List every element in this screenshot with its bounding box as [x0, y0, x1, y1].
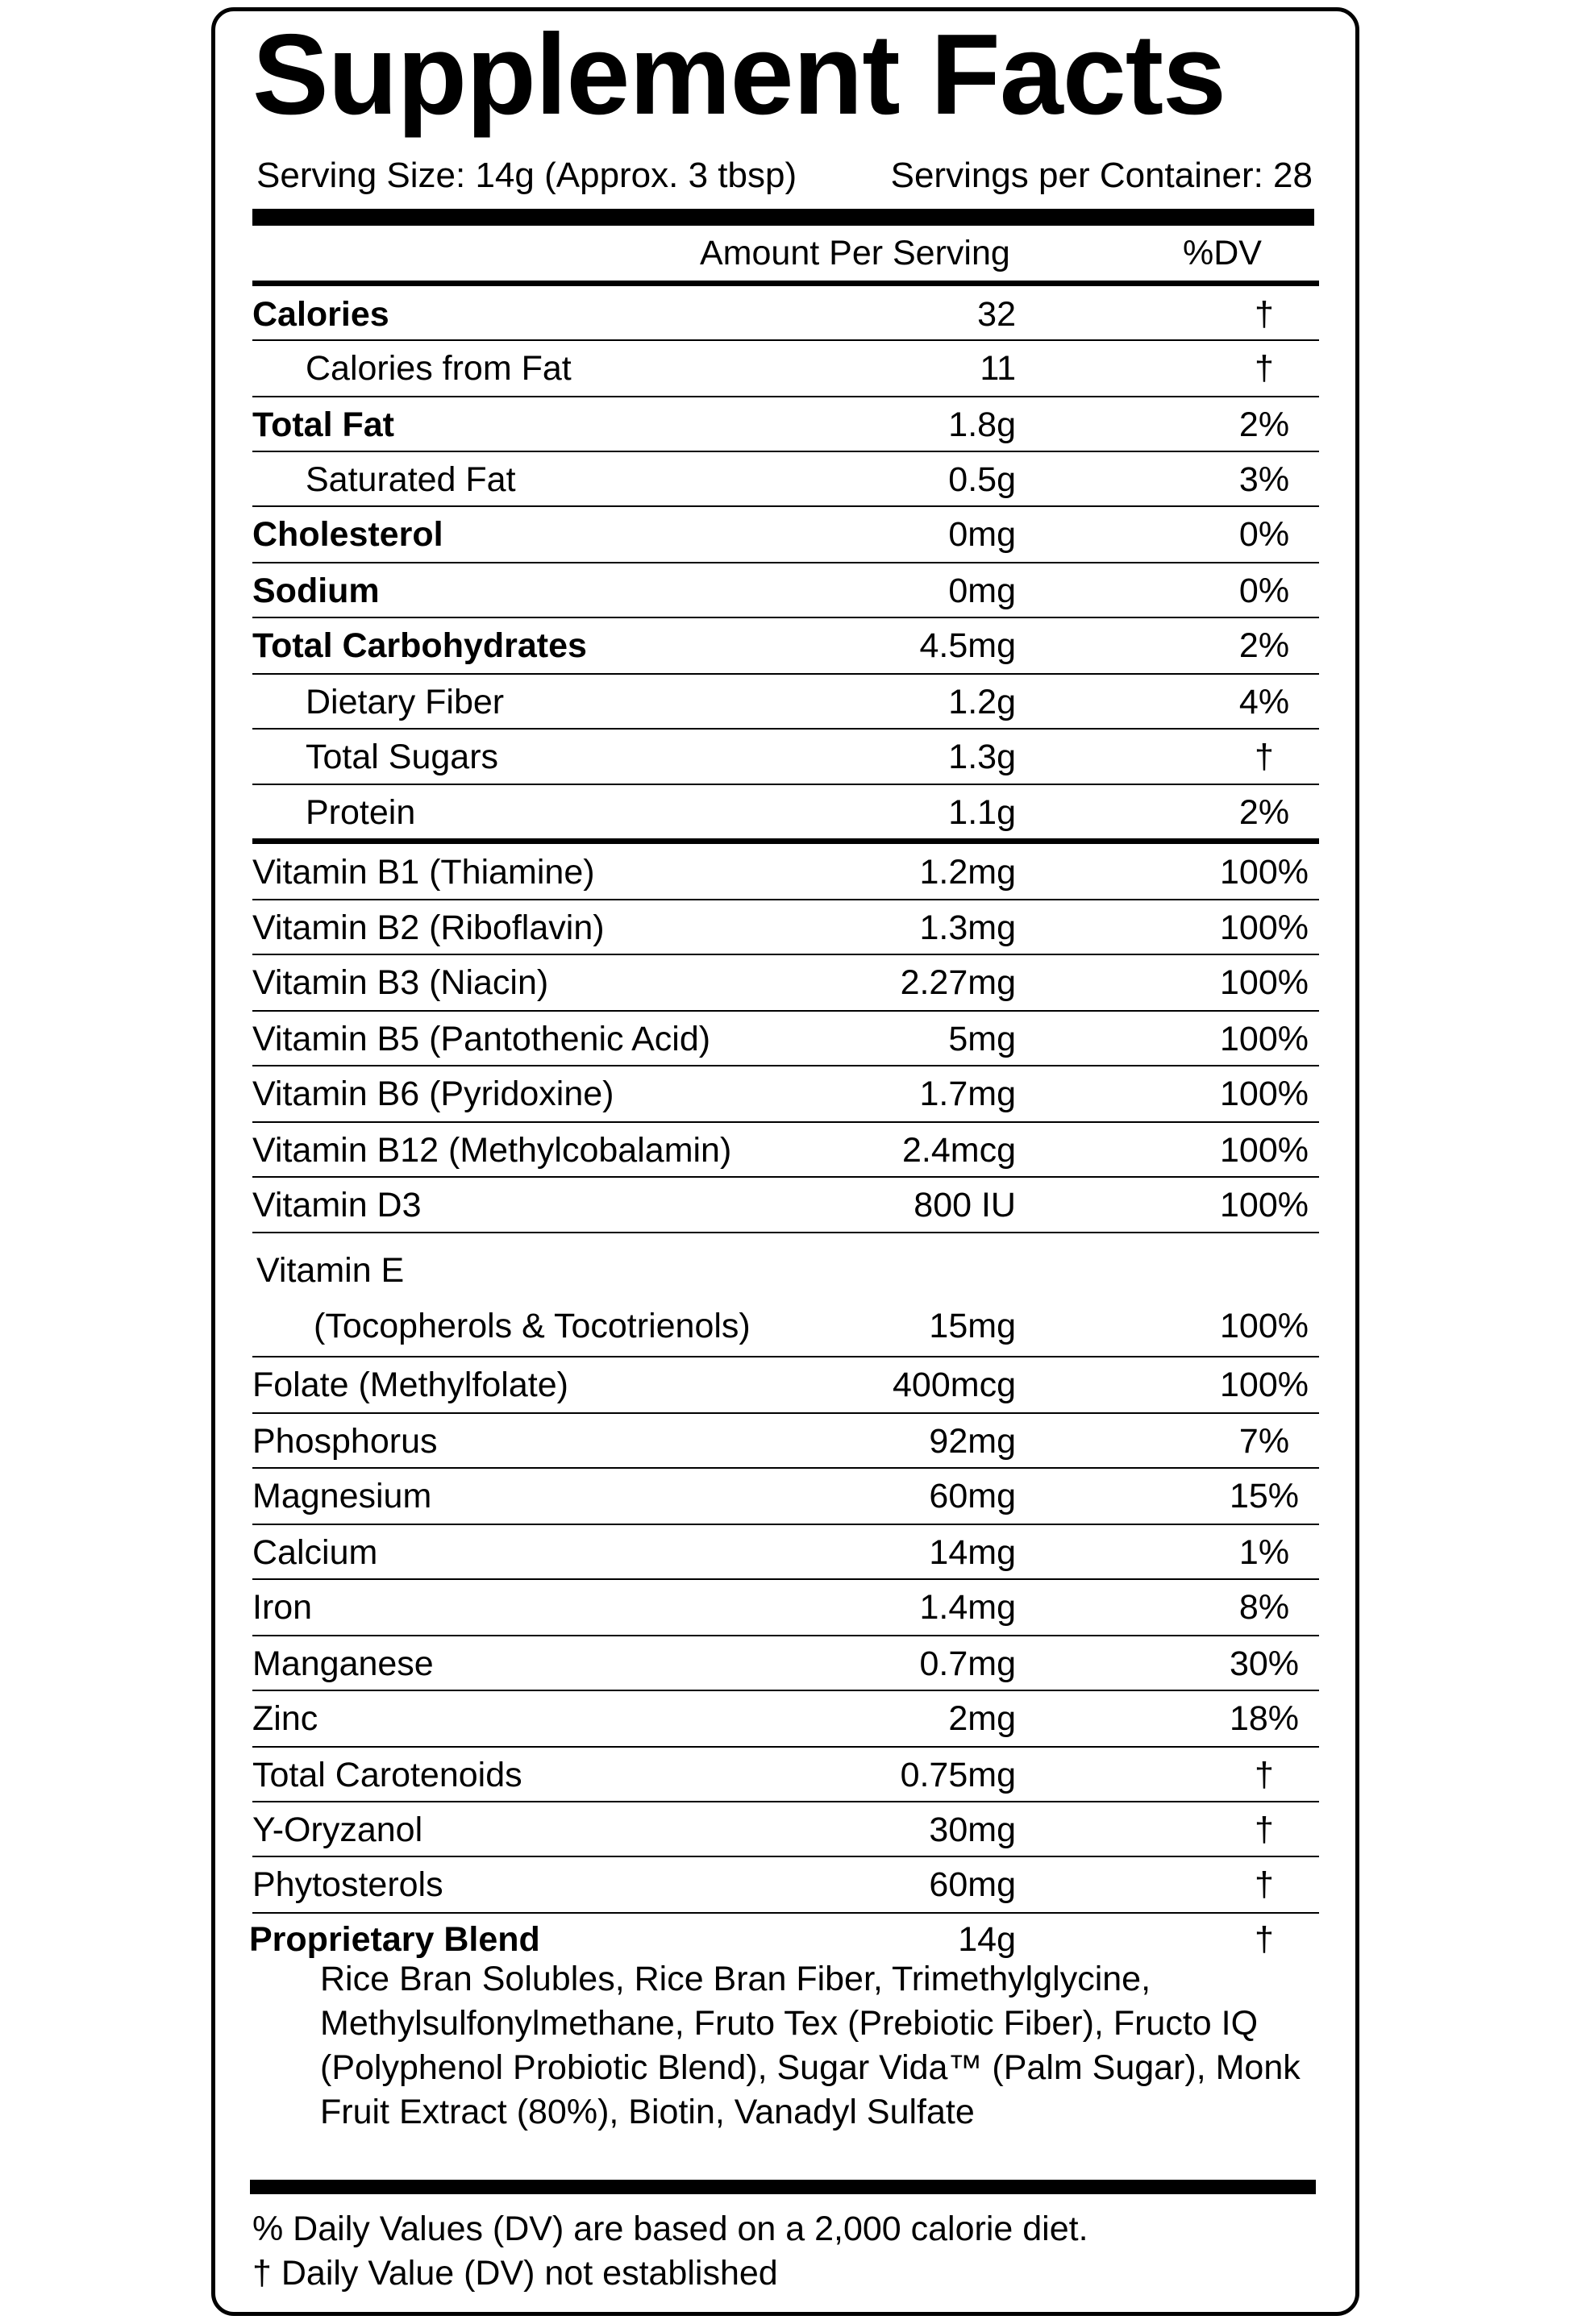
nutrient-row — [252, 1636, 1319, 1691]
nutrient-name: Magnesium — [252, 1477, 432, 1515]
nutrient-row — [252, 730, 1319, 784]
blend-ingredients: Rice Bran Solubles, Rice Bran Fiber, Trimethylglycine, Methylsulfonylmethane, Fruto Tex (Prebiotic Fiber), Fructo IQ (Polyphenol Probiotic Blend), Sugar Vida™ (Palm Sugar), Monk Fruit Extract (80%), Biotin, Vanadyl Sulfate — [320, 1960, 1301, 2131]
header-dv: %DV — [1183, 234, 1262, 272]
nutrient-amount: 14g — [958, 1920, 1016, 1959]
nutrient-name: Iron — [252, 1588, 313, 1627]
nutrient-row — [252, 397, 1319, 452]
serving-info — [256, 153, 1313, 198]
nutrient-amount: 0mg — [948, 572, 1016, 610]
nutrient-dv: 30% — [1229, 1644, 1300, 1683]
nutrient-name: Saturated Fat — [306, 460, 516, 499]
nutrient-dv: 100% — [1220, 1020, 1309, 1058]
nutrient-row — [252, 1178, 1319, 1233]
nutrient-dv: 100% — [1220, 853, 1309, 892]
nutrient-dv: 4% — [1238, 683, 1290, 721]
nutrient-row — [252, 900, 1319, 955]
servings-per-container: Servings per Container: 28 — [890, 156, 1313, 195]
nutrient-row — [252, 955, 1319, 1010]
nutrient-name: Vitamin B12 (Methylcobalamin) — [252, 1131, 732, 1170]
nutrient-dv: 100% — [1220, 1307, 1309, 1345]
nutrient-name: Vitamin B1 (Thiamine) — [252, 853, 595, 892]
nutrient-name: Cholesterol — [252, 515, 443, 554]
nutrient-amount: 30mg — [929, 1811, 1016, 1849]
serving-size: Serving Size: 14g (Approx. 3 tbsp) — [256, 156, 797, 195]
nutrient-name: Dietary Fiber — [306, 683, 505, 721]
nutrient-dv: 18% — [1229, 1699, 1300, 1738]
nutrient-name: (Tocopherols & Tocotrienols) — [314, 1307, 751, 1345]
nutrient-amount: 60mg — [929, 1865, 1016, 1904]
nutrient-row — [252, 618, 1319, 673]
nutrient-name: Calories — [252, 295, 389, 334]
nutrient-name: Sodium — [252, 572, 380, 610]
nutrient-amount: 0.5g — [948, 460, 1016, 499]
nutrient-name: Vitamin D3 — [252, 1186, 422, 1224]
nutrient-dv: † — [1255, 738, 1274, 776]
nutrient-dv: † — [1255, 1811, 1274, 1849]
nutrient-name: Total Sugars — [306, 738, 499, 776]
nutrient-name: Vitamin B3 (Niacin) — [252, 963, 549, 1002]
nutrient-dv: 0% — [1238, 572, 1290, 610]
header-amount: Amount Per Serving — [700, 234, 1010, 272]
nutrient-row — [252, 1691, 1319, 1746]
nutrient-amount: 15mg — [929, 1307, 1016, 1345]
nutrient-amount: 92mg — [929, 1422, 1016, 1461]
section-thick-rule — [252, 838, 1319, 844]
nutrient-name: Vitamin B2 (Riboflavin) — [252, 908, 605, 947]
nutrient-row — [252, 1802, 1319, 1857]
nutrient-name: Zinc — [252, 1699, 318, 1738]
nutrient-amount: 11 — [980, 349, 1016, 388]
panel-title: Supplement Facts — [252, 10, 1226, 139]
nutrient-row — [252, 1066, 1319, 1121]
nutrient-amount: 1.2g — [948, 683, 1016, 721]
nutrient-amount: 1.2mg — [919, 853, 1016, 892]
nutrient-dv: 1% — [1238, 1533, 1290, 1572]
nutrient-row — [252, 785, 1319, 840]
vitamin-e-name: Vitamin E — [256, 1251, 405, 1290]
top-thick-bar — [252, 209, 1314, 226]
nutrient-row — [252, 1525, 1319, 1580]
nutrient-amount: 1.3g — [948, 738, 1016, 776]
nutrient-row — [252, 1748, 1319, 1802]
nutrient-row — [252, 845, 1319, 900]
nutrient-row — [252, 1857, 1319, 1912]
nutrient-name: Calories from Fat — [306, 349, 572, 388]
nutrient-dv: 100% — [1220, 1186, 1309, 1224]
nutrient-row — [252, 1123, 1319, 1178]
nutrient-amount: 2.4mcg — [901, 1131, 1016, 1170]
nutrient-name: Total Fat — [252, 405, 394, 444]
nutrient-name: Phytosterols — [252, 1865, 443, 1904]
nutrient-dv: 3% — [1238, 460, 1290, 499]
nutrient-name: Manganese — [252, 1644, 434, 1683]
nutrient-amount: 5mg — [948, 1020, 1016, 1058]
nutrient-name: Folate (Methylfolate) — [252, 1366, 568, 1404]
nutrient-amount: 1.3mg — [919, 908, 1016, 947]
nutrient-dv: 2% — [1238, 626, 1290, 665]
nutrient-dv: † — [1255, 1865, 1274, 1904]
nutrient-name: Vitamin B6 (Pyridoxine) — [252, 1075, 614, 1113]
nutrient-dv: 0% — [1238, 515, 1290, 554]
nutrient-dv: † — [1255, 295, 1274, 334]
nutrient-amount: 2.27mg — [900, 963, 1016, 1002]
nutrient-dv: 100% — [1220, 1075, 1309, 1113]
nutrient-row — [252, 341, 1319, 396]
nutrient-dv: 2% — [1238, 793, 1290, 832]
nutrient-amount: 400mcg — [893, 1366, 1016, 1404]
nutrient-dv: 100% — [1220, 963, 1309, 1002]
nutrient-amount: 800 IU — [914, 1186, 1016, 1224]
nutrient-dv: 100% — [1220, 908, 1309, 947]
nutrient-row — [252, 1469, 1319, 1524]
nutrient-row — [252, 1414, 1319, 1469]
bottom-thick-bar — [250, 2180, 1316, 2194]
nutrient-amount: 1.8g — [948, 405, 1016, 444]
nutrient-row — [252, 287, 1319, 342]
nutrient-dv: † — [1255, 1920, 1274, 1959]
header-rule — [252, 281, 1319, 286]
nutrient-amount: 0.7mg — [919, 1644, 1016, 1683]
nutrient-amount: 2mg — [948, 1699, 1016, 1738]
nutrient-name: Total Carbohydrates — [252, 626, 587, 665]
nutrient-dv: 2% — [1238, 405, 1290, 444]
nutrient-row — [252, 563, 1319, 618]
nutrient-row — [252, 1299, 1319, 1353]
nutrient-row — [252, 507, 1319, 562]
nutrient-amount: 4.5mg — [919, 626, 1016, 665]
nutrient-dv: 7% — [1238, 1422, 1290, 1461]
nutrient-dv: 15% — [1229, 1477, 1300, 1515]
nutrient-row — [252, 1012, 1319, 1066]
nutrient-amount: 1.4mg — [919, 1588, 1016, 1627]
footer-dv-not-established: † Daily Value (DV) not established — [252, 2254, 778, 2293]
nutrient-row — [252, 1580, 1319, 1635]
nutrient-dv: † — [1255, 1756, 1274, 1794]
nutrient-name: Phosphorus — [252, 1422, 438, 1461]
nutrient-amount: 14mg — [929, 1533, 1016, 1572]
nutrient-row — [252, 452, 1319, 507]
nutrient-name: Y-Oryzanol — [252, 1811, 423, 1849]
nutrient-amount: 0mg — [948, 515, 1016, 554]
nutrient-row — [252, 675, 1319, 730]
nutrient-amount: 0.75mg — [900, 1756, 1016, 1794]
nutrient-name: Total Carotenoids — [252, 1756, 522, 1794]
nutrient-name: Vitamin B5 (Pantothenic Acid) — [252, 1020, 711, 1058]
nutrient-dv: 100% — [1220, 1131, 1309, 1170]
nutrient-dv: † — [1255, 349, 1274, 388]
nutrient-name: Calcium — [252, 1533, 378, 1572]
nutrient-row — [252, 1357, 1319, 1412]
nutrient-amount: 1.1g — [948, 793, 1016, 832]
row-divider — [252, 1232, 1319, 1233]
nutrient-dv: 8% — [1238, 1588, 1290, 1627]
nutrient-amount: 1.7mg — [919, 1075, 1016, 1113]
nutrient-name: Proprietary Blend — [249, 1920, 540, 1959]
footer-dv-basis: % Daily Values (DV) are based on a 2,000 calorie diet. — [252, 2210, 1088, 2248]
nutrient-amount: 32 — [977, 295, 1016, 334]
nutrient-name: Protein — [306, 793, 416, 832]
nutrient-amount: 60mg — [929, 1477, 1016, 1515]
nutrient-dv: 100% — [1220, 1366, 1309, 1404]
